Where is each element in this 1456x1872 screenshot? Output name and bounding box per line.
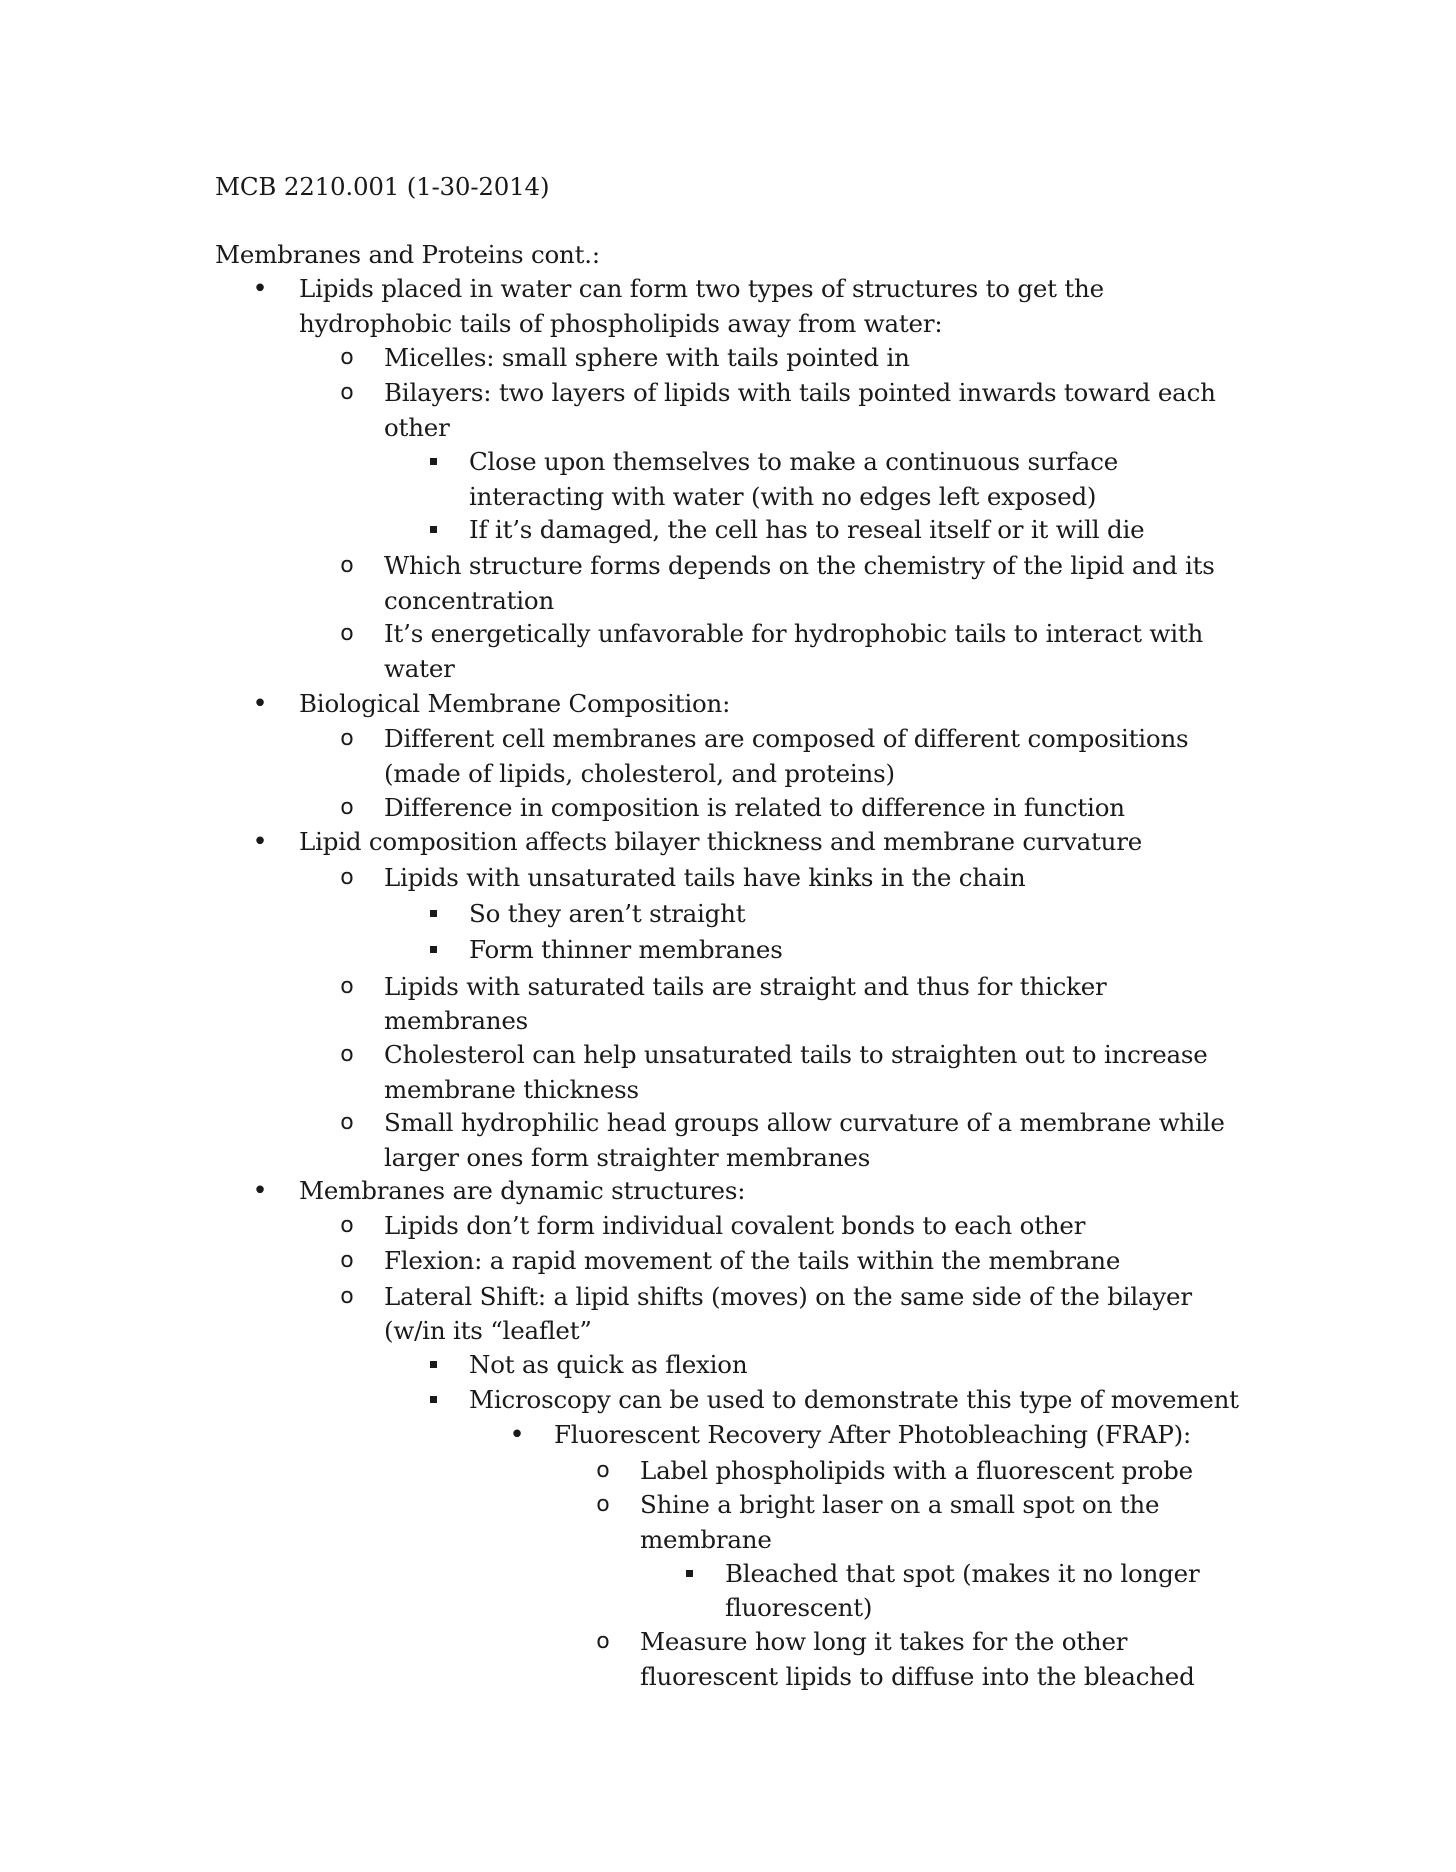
list-item-text: membranes [384, 1006, 529, 1035]
bullet-circle-icon: o [340, 865, 354, 890]
bullet-circle-icon: o [340, 1213, 354, 1238]
list-item-text: Small hydrophilic head groups allow curvature of a membrane while [384, 1108, 1225, 1137]
list-item-text: Flexion: a rapid movement of the tails within the membrane [384, 1246, 1121, 1275]
bullet-circle-icon: o [340, 1284, 354, 1309]
list-item-text: Measure how long it takes for the other [640, 1627, 1128, 1656]
list-item-text: Biological Membrane Composition: [299, 689, 731, 718]
list-item-text: interacting with water (with no edges left exposed) [469, 482, 1097, 511]
bullet-circle-icon: o [340, 380, 354, 405]
bullet-circle-icon: o [340, 1110, 354, 1135]
list-item-text: Microscopy can be used to demonstrate this type of movement [469, 1385, 1239, 1414]
list-item-text: larger ones form straighter membranes [384, 1143, 871, 1172]
bullet-disc-icon: • [252, 827, 268, 857]
bullet-square-icon [679, 1559, 699, 1589]
bullet-square-icon [423, 1385, 443, 1415]
list-item-text: So they aren’t straight [469, 899, 746, 928]
list-item-text: concentration [384, 586, 555, 615]
list-item-text: Lipids don’t form individual covalent bonds to each other [384, 1211, 1086, 1240]
bullet-disc-icon: • [252, 1176, 268, 1206]
bullet-square-icon [423, 899, 443, 929]
list-item-text: Label phospholipids with a fluorescent probe [640, 1456, 1193, 1485]
bullet-circle-icon: o [340, 1042, 354, 1067]
bullet-circle-icon: o [596, 1492, 610, 1517]
list-item-text: If it’s damaged, the cell has to reseal itself or it will die [469, 515, 1145, 544]
list-item-text: Shine a bright laser on a small spot on the [640, 1490, 1160, 1519]
list-item-text: water [384, 654, 455, 683]
list-item-text: Lipids placed in water can form two types of structures to get the [299, 274, 1104, 303]
section-title: Membranes and Proteins cont.: [215, 240, 600, 269]
bullet-circle-icon: o [596, 1629, 610, 1654]
document-header: MCB 2210.001 (1-30-2014) [215, 172, 550, 201]
list-item-text: (made of lipids, cholesterol, and proteins) [384, 759, 895, 788]
list-item-text: Lipid composition affects bilayer thickness and membrane curvature [299, 827, 1143, 856]
list-item-text: Bleached that spot (makes it no longer [725, 1559, 1200, 1588]
bullet-circle-icon: o [596, 1458, 610, 1483]
list-item-text: Close upon themselves to make a continuous surface [469, 447, 1119, 476]
list-item-text: fluorescent lipids to diffuse into the bleached [640, 1662, 1195, 1691]
bullet-disc-icon: • [509, 1420, 525, 1450]
list-item-text: It’s energetically unfavorable for hydrophobic tails to interact with [384, 619, 1204, 648]
list-item-text: Which structure forms depends on the chemistry of the lipid and its [384, 551, 1215, 580]
list-item-text: fluorescent) [725, 1593, 873, 1622]
bullet-circle-icon: o [340, 726, 354, 751]
list-item-text: Lipids with saturated tails are straight and thus for thicker [384, 972, 1107, 1001]
list-item-text: membrane [640, 1525, 772, 1554]
list-item-text: Fluorescent Recovery After Photobleaching (FRAP): [554, 1420, 1192, 1449]
list-item-text: Bilayers: two layers of lipids with tails pointed inwards toward each [384, 378, 1216, 407]
list-item-text: hydrophobic tails of phospholipids away from water: [299, 309, 943, 338]
bullet-square-icon [423, 447, 443, 477]
bullet-circle-icon: o [340, 795, 354, 820]
list-item-text: Membranes are dynamic structures: [299, 1176, 746, 1205]
list-item-text: Different cell membranes are composed of different compositions [384, 724, 1189, 753]
bullet-square-icon [423, 515, 443, 545]
list-item-text: membrane thickness [384, 1075, 639, 1104]
list-item-text: Lipids with unsaturated tails have kinks in the chain [384, 863, 1026, 892]
list-item-text: (w/in its “leaflet” [384, 1316, 592, 1345]
bullet-circle-icon: o [340, 621, 354, 646]
list-item-text: Cholesterol can help unsaturated tails to straighten out to increase [384, 1040, 1208, 1069]
bullet-square-icon [423, 935, 443, 965]
list-item-text: Lateral Shift: a lipid shifts (moves) on the same side of the bilayer [384, 1282, 1192, 1311]
list-item-text: Difference in composition is related to difference in function [384, 793, 1125, 822]
bullet-circle-icon: o [340, 345, 354, 370]
bullet-square-icon [423, 1350, 443, 1380]
list-item-text: Not as quick as flexion [469, 1350, 748, 1379]
list-item-text: Micelles: small sphere with tails pointed in [384, 343, 910, 372]
bullet-circle-icon: o [340, 553, 354, 578]
bullet-circle-icon: o [340, 1248, 354, 1273]
list-item-text: other [384, 413, 450, 442]
bullet-circle-icon: o [340, 974, 354, 999]
bullet-disc-icon: • [252, 274, 268, 304]
list-item-text: Form thinner membranes [469, 935, 783, 964]
bullet-disc-icon: • [252, 689, 268, 719]
